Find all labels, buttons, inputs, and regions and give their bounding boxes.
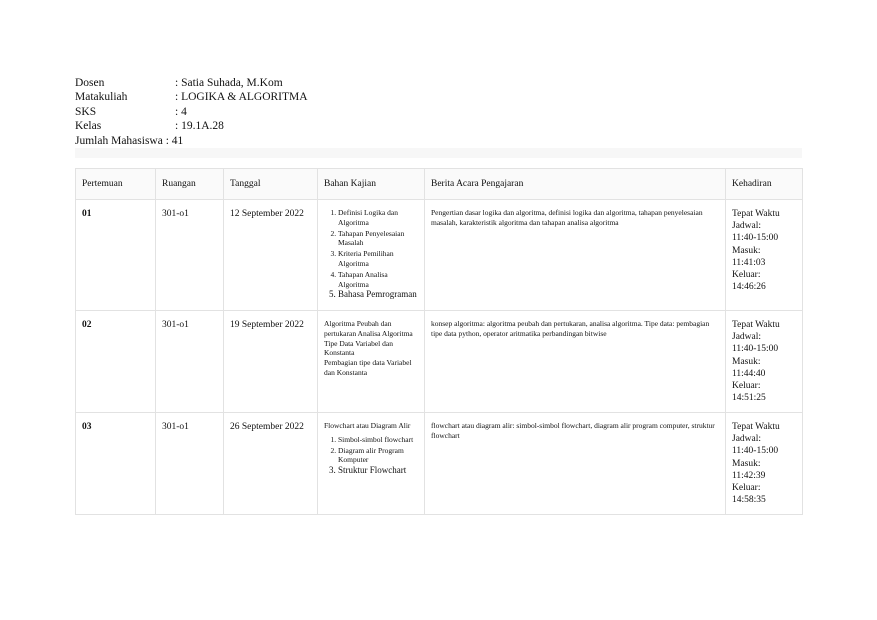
header-value: : 4 xyxy=(175,105,187,118)
cell-kehadiran xyxy=(726,413,803,515)
topic-text: Pembagian tipe data Variabel dan Konstanta xyxy=(324,358,412,377)
column-header-kehadiran: Kehadiran xyxy=(726,169,803,200)
cell-ruangan: 301-o1 xyxy=(156,200,224,311)
attendance-line: Masuk: xyxy=(732,356,761,367)
cell-bahan-kajian xyxy=(318,413,425,515)
separator-band xyxy=(75,148,802,158)
cell-ruangan: 301-o1 xyxy=(156,413,224,515)
attendance-line: 11:44:40 xyxy=(732,368,766,379)
header-label: SKS xyxy=(75,105,97,118)
header-row-dosen xyxy=(75,76,308,90)
table-header-row xyxy=(76,169,803,200)
column-header-ruangan: Ruangan xyxy=(156,169,224,200)
cell-pertemuan: 01 xyxy=(76,200,156,311)
list-item: 4. Tahapan Analisa Algoritma xyxy=(338,270,418,290)
cell-berita-acara: flowchart atau diagram alir: simbol-simbol flowchart, diagram alir program computer, struktur flowchart xyxy=(425,413,726,515)
attendance-line: 11:41:03 xyxy=(732,257,766,268)
list-item: 3. Kriteria Pemilihan Algoritma xyxy=(338,249,418,269)
column-header-bahan-kajian: Bahan Kajian xyxy=(318,169,425,200)
header-value: : 19.1A.28 xyxy=(175,120,224,133)
list-item: 1. Definisi Logika dan Algoritma xyxy=(338,208,418,228)
attendance-status: Tepat Waktu xyxy=(732,320,780,330)
header-label: Jumlah Mahasiswa xyxy=(75,134,163,147)
attendance-line: Keluar: xyxy=(732,483,761,494)
cell-tanggal: 26 September 2022 xyxy=(224,413,318,515)
column-header-berita-acara: Berita Acara Pengajaran xyxy=(425,169,726,200)
cell-bahan-kajian xyxy=(318,311,425,413)
header-label: Matakuliah xyxy=(75,91,128,104)
course-header xyxy=(75,76,308,148)
header-row-kelas xyxy=(75,119,308,133)
topic-list xyxy=(324,208,418,300)
list-item: 2. Diagram alir Program Komputer xyxy=(338,446,418,466)
cell-bahan-kajian xyxy=(318,200,425,311)
attendance-line: 14:58:35 xyxy=(732,495,766,506)
cell-berita-acara: Pengertian dasar logika dan algoritma, definisi logika dan algoritma, tahapan penyelesaian masalah, karakteristik algoritma dan tahapan analisa algoritma xyxy=(425,200,726,311)
attendance-status: Tepat Waktu xyxy=(732,209,780,219)
header-value: : Satia Suhada, M.Kom xyxy=(175,77,283,89)
attendance-line: Masuk: xyxy=(732,245,761,256)
topic-list xyxy=(324,435,418,476)
header-label: Kelas xyxy=(75,120,102,133)
attendance-line: 11:40-15:00 xyxy=(732,446,779,457)
teaching-log-table xyxy=(75,168,803,515)
column-header-pertemuan: Pertemuan xyxy=(76,169,156,200)
list-item: 5. Bahasa Pemrograman xyxy=(338,290,418,300)
header-value: : LOGIKA & ALGORITMA xyxy=(175,91,308,104)
cell-tanggal: 12 September 2022 xyxy=(224,200,318,311)
attendance-line: 11:42:39 xyxy=(732,470,766,481)
list-item: 3. Struktur Flowchart xyxy=(338,466,418,476)
table-row xyxy=(76,200,803,311)
list-item: 1. Simbol-simbol flowchart xyxy=(338,435,418,445)
column-header-tanggal: Tanggal xyxy=(224,169,318,200)
list-item: 2. Tahapan Penyelesaian Masalah xyxy=(338,229,418,249)
header-value: : 41 xyxy=(165,134,184,147)
cell-pertemuan: 03 xyxy=(76,413,156,515)
attendance-line: Jadwal: xyxy=(732,332,762,343)
attendance-line: Masuk: xyxy=(732,458,761,469)
header-row-sks xyxy=(75,105,308,119)
header-row-matakuliah xyxy=(75,90,308,104)
attendance-line: Jadwal: xyxy=(732,221,762,232)
attendance-line: 11:40-15:00 xyxy=(732,344,779,355)
attendance-line: Jadwal: xyxy=(732,434,762,445)
topic-text: Algoritma Peubah dan pertukaran Analisa Algoritma Tipe Data Variabel dan Konstanta xyxy=(324,319,413,358)
header-row-jumlah-mahasiswa xyxy=(75,134,308,148)
attendance-line: Keluar: xyxy=(732,381,761,392)
attendance-status: Tepat Waktu xyxy=(732,422,780,432)
cell-kehadiran xyxy=(726,311,803,413)
cell-kehadiran xyxy=(726,200,803,311)
attendance-line: Keluar: xyxy=(732,270,761,281)
header-label: Dosen xyxy=(75,77,105,89)
topic-title: Flowchart atau Diagram Alir xyxy=(324,421,411,430)
attendance-line: 14:46:26 xyxy=(732,282,766,293)
cell-tanggal: 19 September 2022 xyxy=(224,311,318,413)
cell-ruangan: 301-o1 xyxy=(156,311,224,413)
attendance-line: 14:51:25 xyxy=(732,393,766,404)
table-row xyxy=(76,413,803,515)
cell-pertemuan: 02 xyxy=(76,311,156,413)
table-row xyxy=(76,311,803,413)
cell-berita-acara: konsep algoritma: algoritma peubah dan pertukaran, analisa algoritma. Tipe data: pembagian tipe data python, operator aritmatika perbandingan bitwise xyxy=(425,311,726,413)
attendance-line: 11:40-15:00 xyxy=(732,233,779,244)
